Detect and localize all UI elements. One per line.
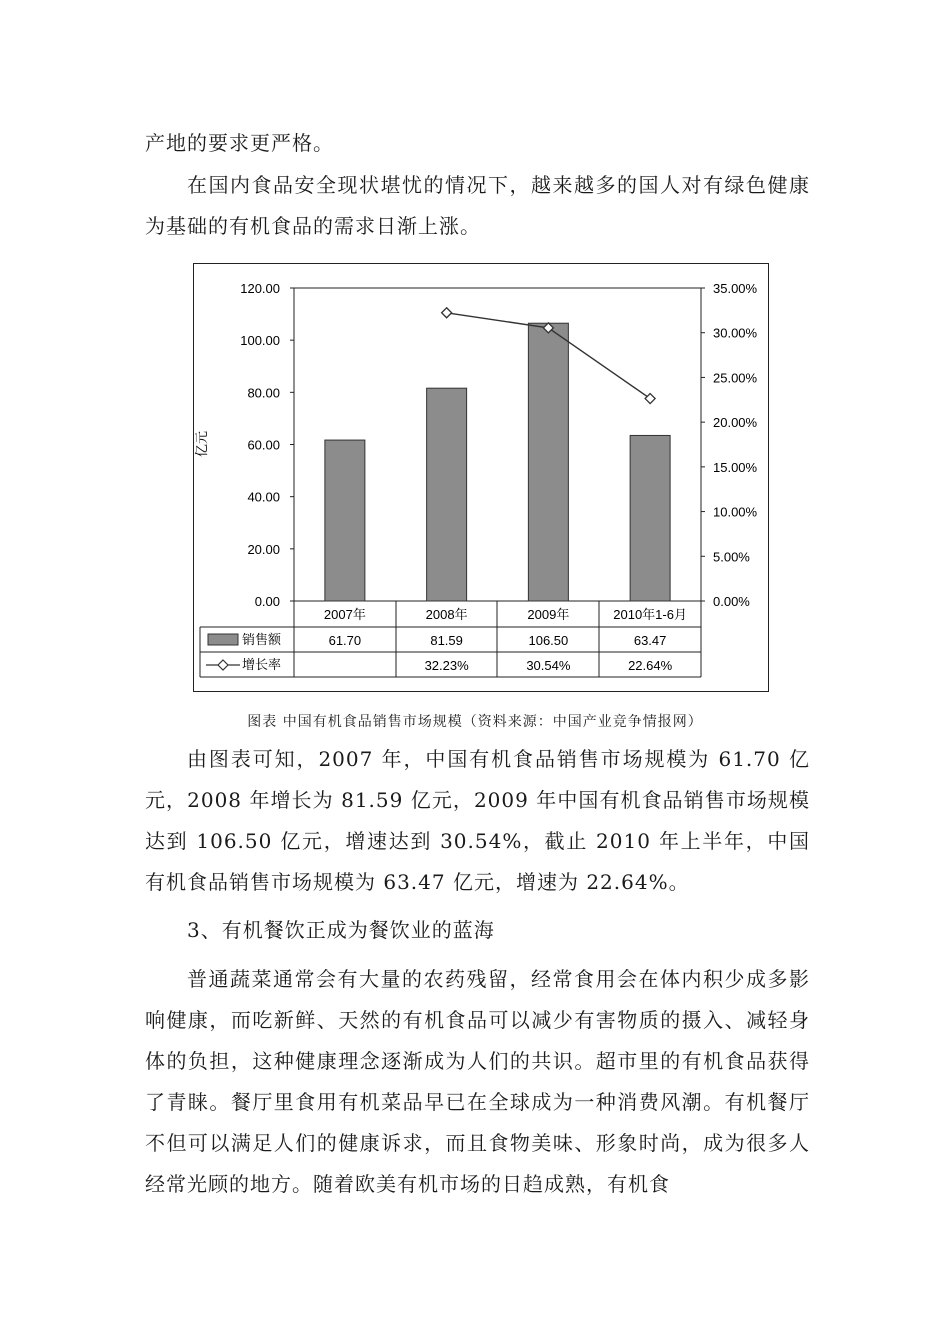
bar-sales bbox=[528, 323, 568, 601]
section-heading: 3、有机餐饮正成为餐饮业的蓝海 bbox=[187, 918, 495, 942]
paragraph-4: 普通蔬菜通常会有大量的农药残留，经常食用会在体内积少成多影响健康，而吃新鲜、天然的有机食品可以减少有害物质的摄入、减轻身体的负担，这种健康理念逐渐成为人们的共识。超市里的有机食品获得了青睐。餐厅里食用有机菜品早已在全球成为一种消费风潮。有机餐厅不但可以满足人们的健康诉求，而且食物美味、形象时尚，成为很多人经常光顾的地方。随着欧美有机市场的日趋成熟，有机食 bbox=[145, 967, 810, 1196]
chart-caption: 图表 中国有机食品销售市场规模（资料来源：中国产业竞争情报网） bbox=[247, 714, 703, 730]
growth-point bbox=[645, 394, 655, 404]
y2-tick-label: 0.00% bbox=[713, 594, 750, 609]
chart-frame bbox=[193, 263, 769, 692]
bar-sales bbox=[630, 435, 670, 601]
y2-tick-label: 30.00% bbox=[713, 325, 758, 341]
y-tick-label: 80.00 bbox=[247, 385, 280, 401]
y2-tick-label: 10.00% bbox=[713, 504, 758, 520]
y-tick-label: 60.00 bbox=[247, 437, 280, 453]
legend-bar-swatch bbox=[208, 634, 238, 645]
table-growth-value: 32.23% bbox=[424, 658, 469, 673]
y-tick-label: 100.00 bbox=[240, 333, 280, 349]
x-category-label: 2009年 bbox=[527, 607, 570, 622]
legend-line-marker bbox=[218, 660, 228, 670]
growth-point bbox=[442, 308, 452, 318]
sales-chart bbox=[194, 264, 768, 691]
y2-tick-label: 35.00% bbox=[713, 281, 758, 296]
legend-growth-label: 增长率 bbox=[242, 657, 282, 672]
table-sales-value: 81.59 bbox=[430, 633, 463, 648]
y2-tick-label: 20.00% bbox=[713, 415, 758, 431]
table-sales-value: 61.70 bbox=[328, 633, 362, 648]
x-category-label: 2007年 bbox=[323, 607, 366, 622]
paragraph-3: 由图表可知，2007 年，中国有机食品销售市场规模为 61.70 亿元，2008 年增长为 81.59 亿元，2009 年中国有机食品销售市场规模达到 106.50 亿元，增速达到 30.54%，截止 2010 年上半年，中国有机食品销售市场规模为 63.47 亿元，增速为 22.64%。 bbox=[145, 747, 810, 894]
table-sales-value: 63.47 bbox=[633, 633, 667, 648]
paragraph-1: 产地的要求更严格。 bbox=[145, 131, 334, 155]
paragraph-2: 在国内食品安全现状堪忧的情况下，越来越多的国人对有绿色健康为基础的有机食品的需求日渐上涨。 bbox=[145, 173, 810, 238]
y-tick-label: 20.00 bbox=[247, 541, 280, 557]
x-category-label: 2010年1-6月 bbox=[613, 607, 687, 622]
y-tick-label: 0.00 bbox=[254, 594, 280, 609]
bar-sales bbox=[325, 440, 365, 601]
table-growth-value: 22.64% bbox=[628, 658, 673, 673]
x-category-label: 2008年 bbox=[425, 607, 468, 622]
y-axis-label: 亿元 bbox=[194, 430, 209, 458]
y2-tick-label: 15.00% bbox=[713, 459, 758, 475]
y2-tick-label: 5.00% bbox=[713, 549, 750, 565]
legend-sales-label: 销售额 bbox=[242, 632, 282, 647]
bar-sales bbox=[427, 388, 467, 601]
y2-tick-label: 25.00% bbox=[713, 370, 758, 386]
y-tick-label: 40.00 bbox=[247, 489, 280, 505]
y-tick-label: 120.00 bbox=[240, 281, 280, 296]
table-sales-value: 106.50 bbox=[528, 633, 569, 648]
table-growth-value: 30.54% bbox=[526, 658, 571, 673]
